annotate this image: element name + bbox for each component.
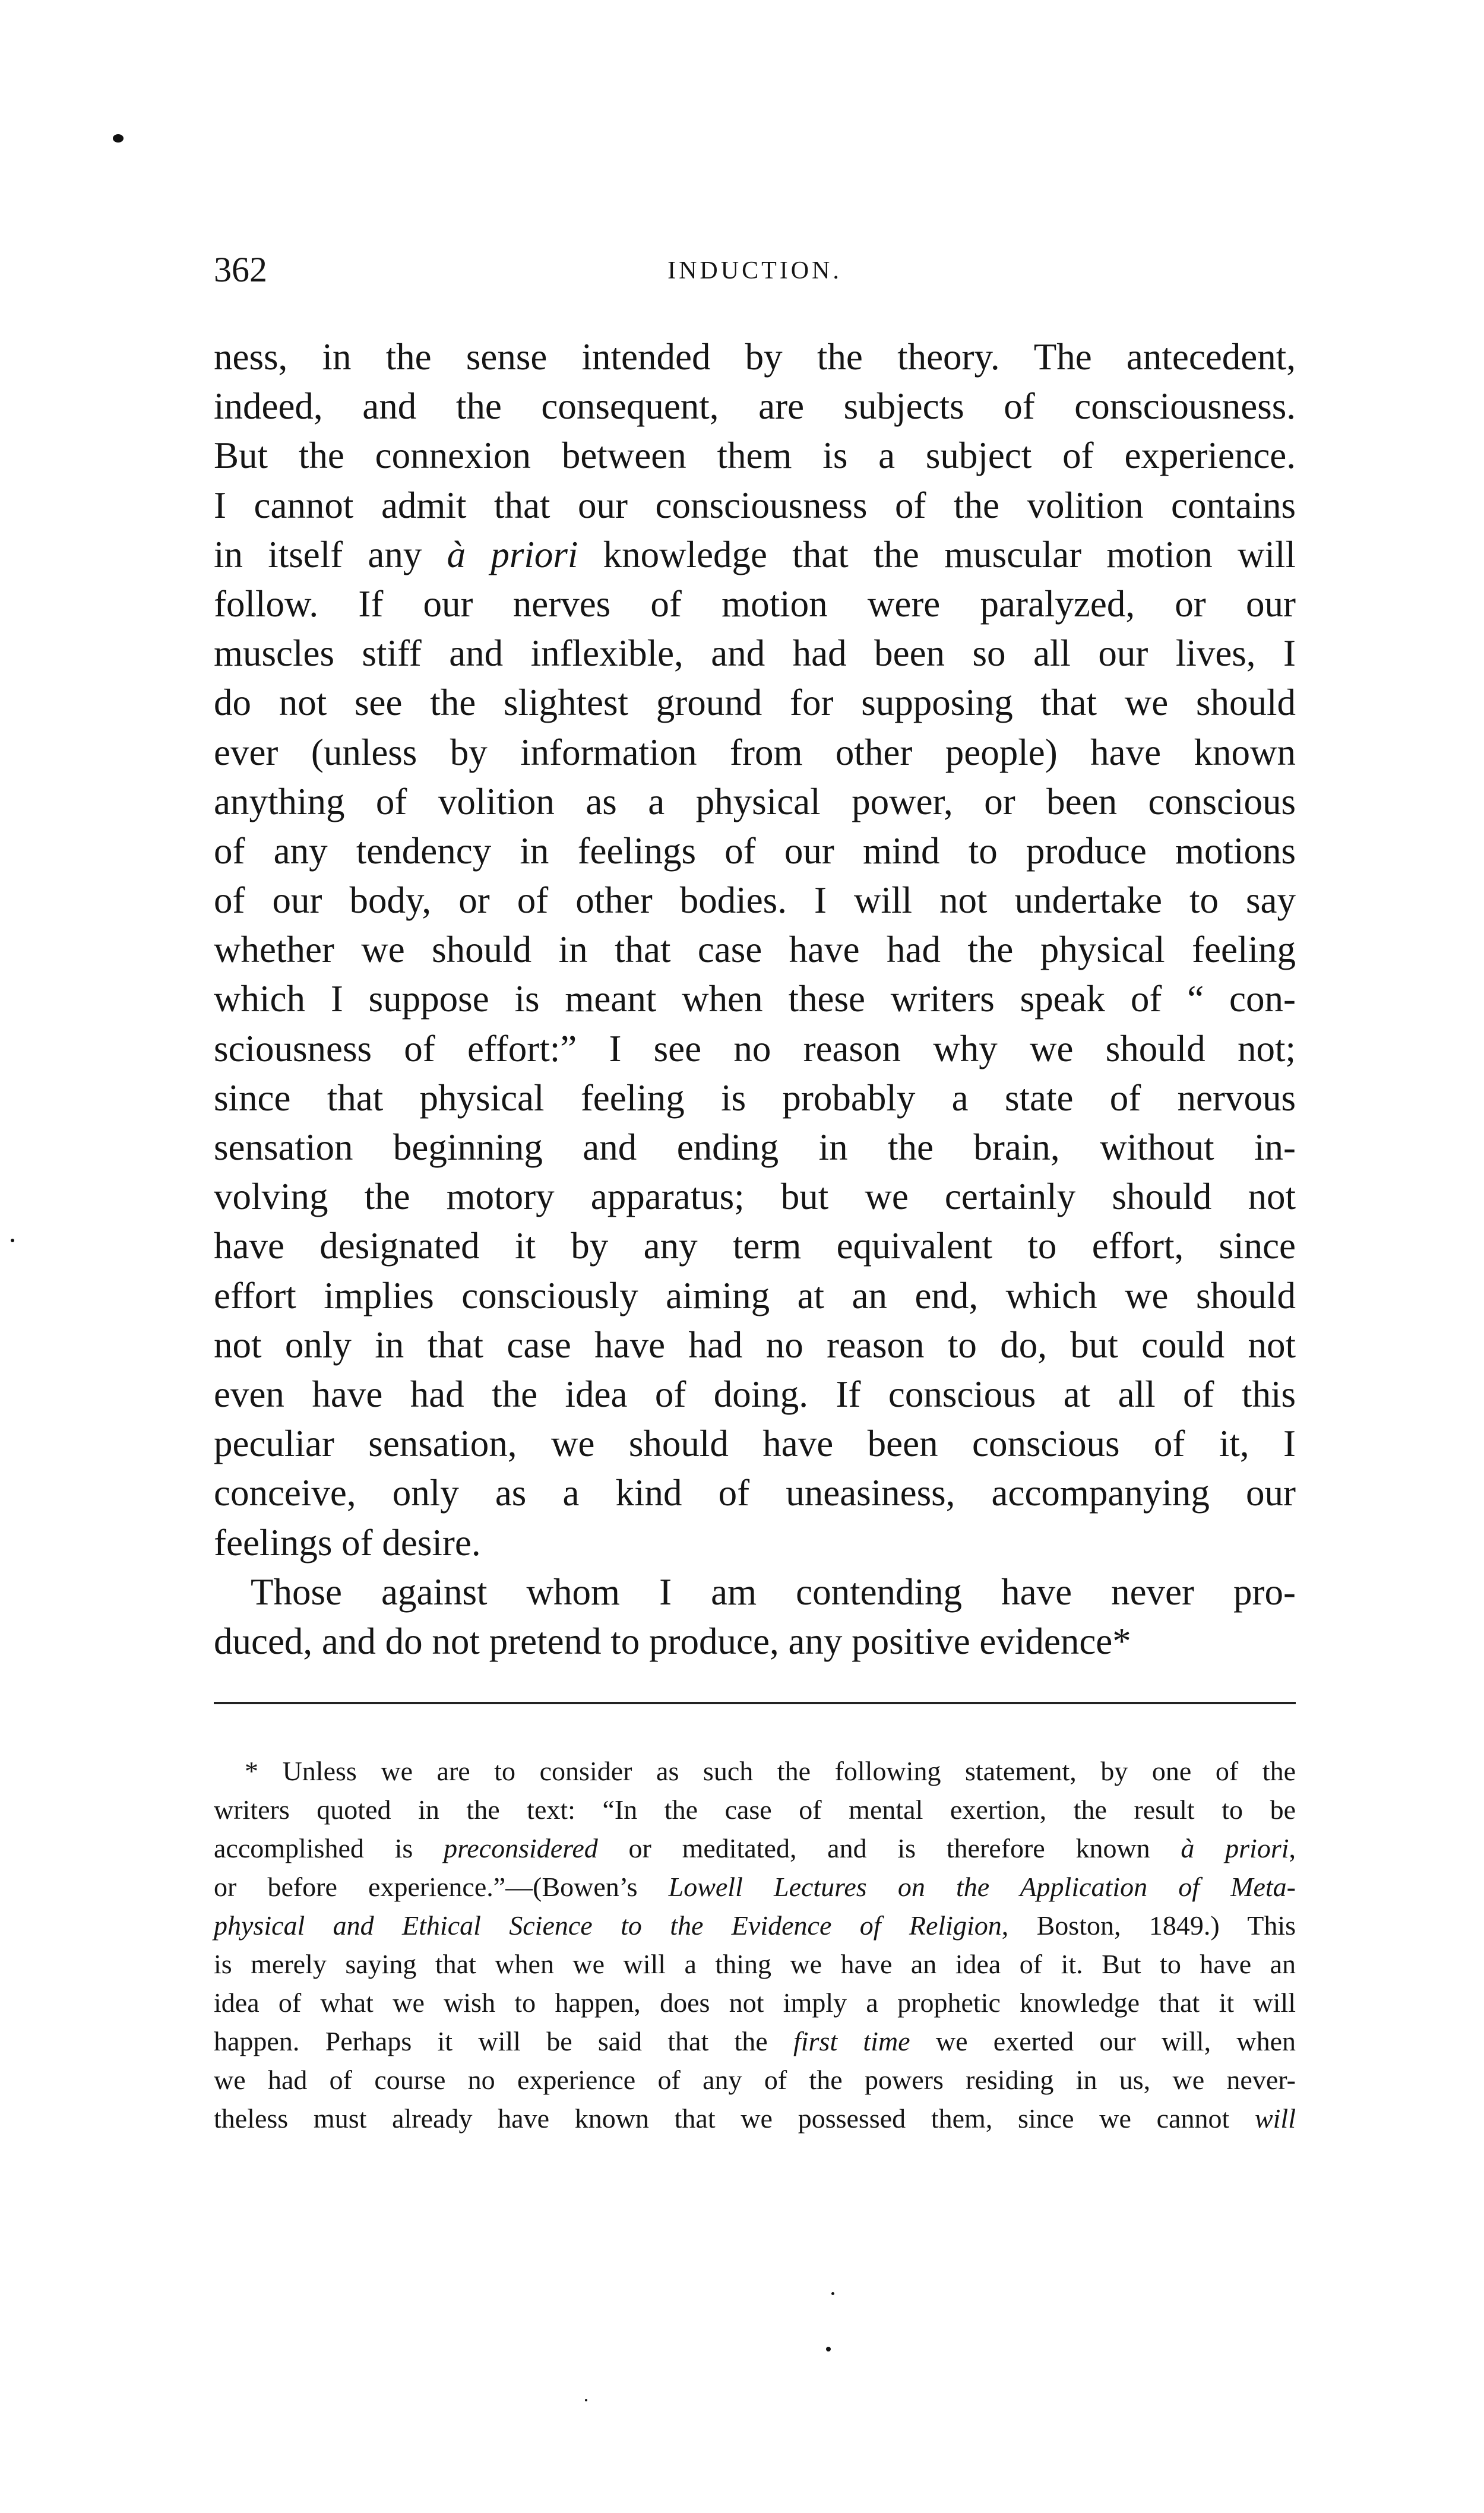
- text-line: [214, 431, 1296, 480]
- text-segment: duced, and do not pretend to produce, any positive evidence*: [214, 1620, 1131, 1662]
- footnote-line: [214, 1906, 1296, 1945]
- text-line: [214, 580, 1296, 629]
- italic-text: Lowell Lectures on the Application of Meta-: [668, 1872, 1296, 1902]
- page-number: 362: [214, 250, 267, 289]
- text-line: [214, 481, 1296, 530]
- italic-text: preconsidered: [444, 1833, 598, 1863]
- text-line: [214, 333, 1296, 382]
- footnote-line: [214, 1790, 1296, 1829]
- text-segment: ever (unless by information from other people) have known: [214, 731, 1296, 773]
- italic-text: à priori: [447, 533, 578, 575]
- ink-speck: [826, 2347, 831, 2351]
- footnote-line: [214, 1829, 1296, 1868]
- text-segment: or meditated, and is therefore known: [597, 1833, 1181, 1863]
- text-line: [214, 777, 1296, 827]
- italic-text: first time: [793, 2026, 910, 2056]
- text-line: [214, 1518, 1296, 1568]
- text-segment: not only in that case have had no reason to do, but could not: [214, 1324, 1296, 1366]
- text-segment: Those against whom I am contending have never pro-: [251, 1571, 1296, 1613]
- text-line: [214, 1123, 1296, 1172]
- text-segment: sensation beginning and ending in the brain, without in-: [214, 1126, 1296, 1168]
- text-segment: is merely saying that when we will a thing we have an idea of it. But to have an: [214, 1949, 1296, 1979]
- text-segment: effort implies consciously aiming at an end, which we should: [214, 1274, 1296, 1316]
- footnote-line: [214, 1983, 1296, 2022]
- text-segment: I cannot admit that our consciousness of the volition contains: [214, 484, 1296, 526]
- text-line: [214, 678, 1296, 727]
- text-segment: do not see the slightest ground for supposing that we should: [214, 682, 1296, 724]
- text-line: [214, 876, 1296, 925]
- text-line: [214, 1568, 1296, 1617]
- text-segment: conceive, only as a kind of uneasiness, accompanying our: [214, 1472, 1296, 1514]
- text-segment: or before experience.”—(Bowen’s: [214, 1872, 669, 1902]
- text-segment: volving the motory apparatus; but we certainly should not: [214, 1176, 1296, 1218]
- text-line: [214, 1271, 1296, 1321]
- running-head: INDUCTION.: [667, 257, 842, 284]
- text-segment: which I suppose is meant when these writers speak of “ con-: [214, 978, 1296, 1020]
- text-line: [214, 1074, 1296, 1123]
- text-segment: But the connexion between them is a subject of experience.: [214, 435, 1296, 477]
- footnote-line: [214, 2099, 1296, 2138]
- italic-text: à priori: [1181, 1833, 1289, 1863]
- text-segment: muscles stiff and inflexible, and had been so all our lives, I: [214, 632, 1296, 675]
- text-line: [214, 827, 1296, 876]
- text-segment: whether we should in that case have had the physical feeling: [214, 929, 1296, 971]
- text-segment: theless must already have known that we possessed them, since we cannot: [214, 2103, 1255, 2134]
- text-line: [214, 1419, 1296, 1468]
- text-segment: indeed, and the consequent, are subjects of consciousness.: [214, 385, 1296, 428]
- text-segment: writers quoted in the text: “In the case of mental exertion, the result to be: [214, 1794, 1296, 1825]
- text-segment: of any tendency in feelings of our mind to produce motions: [214, 830, 1296, 872]
- text-segment: we had of course no experience of any of the powers residing in us, we never-: [214, 2065, 1296, 2095]
- text-line: [214, 1617, 1296, 1666]
- footnote-line: [214, 2022, 1296, 2061]
- footnote-line: [214, 1868, 1296, 1906]
- text-segment: have designated it by any term equivalent to effort, since: [214, 1225, 1296, 1267]
- text-segment: feelings of desire.: [214, 1521, 481, 1563]
- ink-speck: [831, 2292, 834, 2295]
- footnote: [214, 1752, 1296, 2138]
- text-segment: even have had the idea of doing. If conscious at all of this: [214, 1373, 1296, 1415]
- text-line: [214, 728, 1296, 777]
- text-segment: follow. If our nerves of motion were paralyzed, or our: [214, 583, 1296, 625]
- text-segment: idea of what we wish to happen, does not imply a prophetic knowledge that it will: [214, 1987, 1296, 2018]
- text-segment: ness, in the sense intended by the theory. The antecedent,: [214, 336, 1296, 378]
- text-segment: * Unless we are to consider as such the following statement, by one of the: [245, 1756, 1296, 1786]
- text-segment: happen. Perhaps it will be said that the: [214, 2026, 793, 2056]
- text-line: [214, 1024, 1296, 1074]
- text-segment: anything of volition as a physical power, or been conscious: [214, 780, 1296, 822]
- text-segment: in itself any: [214, 533, 447, 575]
- text-line: [214, 382, 1296, 431]
- italic-text: will: [1254, 2103, 1296, 2134]
- ink-mark: [113, 134, 124, 143]
- text-line: [214, 925, 1296, 974]
- text-segment: since that physical feeling is probably a state of nervous: [214, 1077, 1296, 1119]
- body-text: [214, 333, 1296, 1666]
- ink-speck: [11, 1239, 14, 1242]
- page-header: [214, 249, 1296, 291]
- text-line: [214, 530, 1296, 580]
- text-segment: we exerted our will, when: [910, 2026, 1296, 2056]
- text-segment: ,: [1289, 1833, 1296, 1863]
- text-segment: peculiar sensation, we should have been conscious of it, I: [214, 1423, 1296, 1465]
- text-segment: sciousness of effort:” I see no reason why we should not;: [214, 1027, 1296, 1069]
- text-segment: , Boston, 1849.) This: [1001, 1910, 1296, 1941]
- ink-speck: [585, 2399, 587, 2401]
- text-line: [214, 1468, 1296, 1518]
- text-line: [214, 1370, 1296, 1419]
- text-line: [214, 1321, 1296, 1370]
- text-line: [214, 974, 1296, 1024]
- footnote-line: [214, 2061, 1296, 2099]
- text-line: [214, 629, 1296, 678]
- text-segment: knowledge that the muscular motion will: [578, 533, 1296, 575]
- footnote-rule: [214, 1702, 1296, 1704]
- footnote-line: [214, 1945, 1296, 1983]
- text-line: [214, 1172, 1296, 1221]
- footnote-line: [214, 1752, 1296, 1790]
- text-segment: of our body, or of other bodies. I will not undertake to say: [214, 879, 1296, 922]
- italic-text: physical and Ethical Science to the Evidence of Religion: [214, 1910, 1002, 1941]
- text-line: [214, 1221, 1296, 1271]
- text-segment: accomplished is: [214, 1833, 444, 1863]
